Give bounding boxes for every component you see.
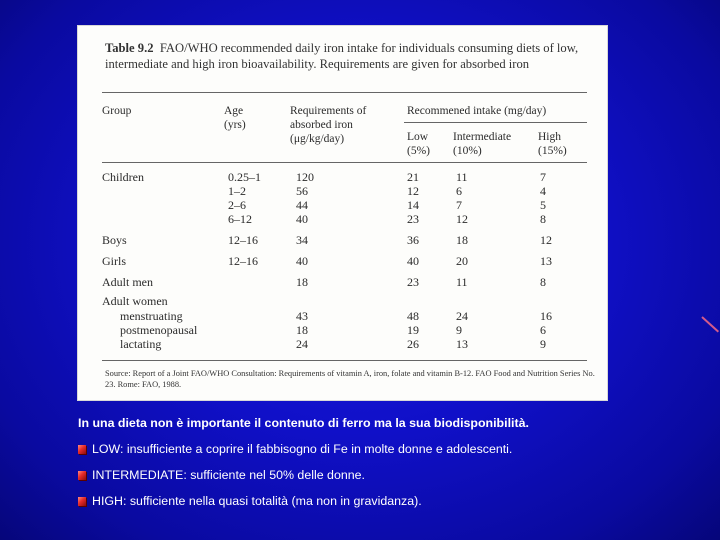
decorative-line	[701, 316, 719, 332]
cell-req: 56	[296, 184, 308, 198]
header-rule-recommended	[404, 122, 587, 123]
cell-age: 1–2	[228, 184, 246, 198]
cell-req: 24	[296, 337, 308, 351]
cell-high: 8	[540, 275, 546, 289]
header-req-2: absorbed iron	[290, 119, 353, 131]
slide-caption: In una dieta non è importante il contenuto di ferro ma la sua biodisponibilità.	[78, 416, 529, 430]
bullet-text-high: HIGH: sufficiente nella quasi totalità (ma non in gravidanza).	[92, 494, 422, 508]
cell-high: 7	[540, 170, 546, 184]
cell-group: Adult men	[102, 275, 153, 289]
bullet-icon	[78, 445, 86, 454]
cell-req: 120	[296, 170, 314, 184]
cell-req: 43	[296, 309, 308, 323]
cell-intermediate: 20	[456, 254, 468, 268]
bullet-item-high	[78, 494, 422, 508]
cell-high: 6	[540, 323, 546, 337]
cell-low: 19	[407, 323, 419, 337]
cell-low: 48	[407, 309, 419, 323]
cell-age: 2–6	[228, 198, 246, 212]
header-req-1: Requirements of	[290, 105, 367, 117]
cell-low: 14	[407, 198, 419, 212]
table-number: Table 9.2	[105, 41, 154, 55]
cell-age: 6–12	[228, 212, 252, 226]
cell-high: 9	[540, 337, 546, 351]
cell-group: postmenopausal	[120, 323, 198, 337]
cell-req: 44	[296, 198, 308, 212]
cell-intermediate: 11	[456, 170, 468, 184]
cell-age: 12–16	[228, 254, 258, 268]
bullet-icon	[78, 471, 86, 480]
cell-intermediate: 13	[456, 337, 468, 351]
cell-low: 40	[407, 254, 419, 268]
cell-req: 34	[296, 233, 308, 247]
cell-high: 8	[540, 212, 546, 226]
bullet-text-low: LOW: insufficiente a coprire il fabbisogno di Fe in molte donne e adolescenti.	[92, 442, 513, 456]
cell-low: 12	[407, 184, 419, 198]
cell-low: 23	[407, 212, 419, 226]
cell-low: 23	[407, 275, 419, 289]
cell-req: 40	[296, 254, 308, 268]
cell-high: 12	[540, 233, 552, 247]
cell-group: Boys	[102, 233, 127, 247]
bullet-item-low	[78, 442, 512, 456]
cell-intermediate: 6	[456, 184, 462, 198]
header-group: Group	[102, 105, 132, 117]
table-title	[105, 40, 595, 72]
cell-intermediate: 9	[456, 323, 462, 337]
cell-intermediate: 7	[456, 198, 462, 212]
bullet-text-intermediate: INTERMEDIATE: sufficiente nel 50% delle donne.	[92, 468, 365, 482]
cell-age: 0.25–1	[228, 170, 261, 184]
cell-high: 4	[540, 184, 546, 198]
cell-group: Girls	[102, 254, 126, 268]
bullet-icon	[78, 497, 86, 506]
cell-group: Adult women	[102, 294, 168, 308]
table-source: Source: Report of a Joint FAO/WHO Consultation: Requirements of vitamin A, iron, folate and vitamin B-12. FAO Food and Nutrition Series No. 23. Rome: FAO, 1988.	[105, 369, 595, 389]
cell-low: 26	[407, 337, 419, 351]
header-low-pct: (5%)	[407, 145, 430, 157]
header-age-unit: (yrs)	[224, 119, 246, 131]
header-intermediate-pct: (10%)	[453, 145, 482, 157]
header-high-pct: (15%)	[538, 145, 567, 157]
cell-group: Children	[102, 170, 144, 184]
table-rule-top	[102, 92, 587, 93]
table-image	[78, 26, 607, 400]
cell-high: 5	[540, 198, 546, 212]
header-high: High	[538, 131, 561, 143]
header-age: Age	[224, 105, 244, 117]
table-rule-header	[102, 162, 587, 163]
cell-intermediate: 11	[456, 275, 468, 289]
cell-req: 18	[296, 323, 308, 337]
cell-group: lactating	[120, 337, 162, 351]
cell-low: 36	[407, 233, 419, 247]
header-req-3: (μg/kg/day)	[290, 133, 345, 145]
header-low: Low	[407, 131, 429, 143]
cell-req: 18	[296, 275, 308, 289]
cell-req: 40	[296, 212, 308, 226]
header-recommended: Recommened intake (mg/day)	[407, 105, 547, 117]
cell-intermediate: 18	[456, 233, 468, 247]
bullet-item-intermediate	[78, 468, 365, 482]
header-intermediate: Intermediate	[453, 131, 512, 143]
cell-low: 21	[407, 170, 419, 184]
cell-intermediate: 24	[456, 309, 468, 323]
cell-group: menstruating	[120, 309, 183, 323]
table-title-text: FAO/WHO recommended daily iron intake for individuals consuming diets of low, intermediate and high iron bioavailability. Requirements are given for absorbed iron	[105, 41, 579, 71]
cell-high: 16	[540, 309, 552, 323]
cell-intermediate: 12	[456, 212, 468, 226]
table-rule-bottom	[102, 360, 587, 361]
cell-age: 12–16	[228, 233, 258, 247]
cell-high: 13	[540, 254, 552, 268]
